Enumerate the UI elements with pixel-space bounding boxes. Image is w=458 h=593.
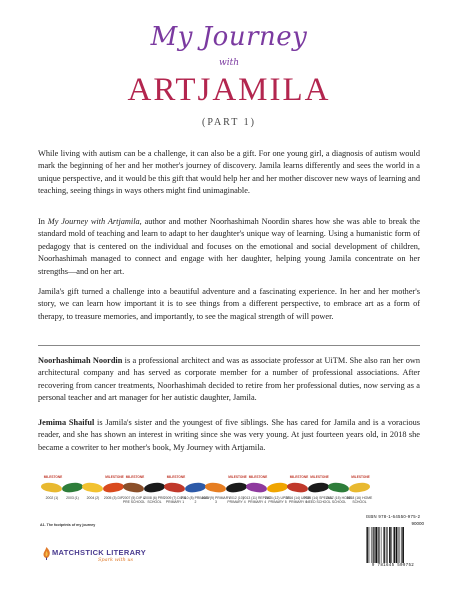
coauthor-bio: Jemima Shaiful is Jamila's sister and the youngest of five siblings. She has cared for Jamila and is a voracious reader, and she has shown an interest in writing since she was very young. At just fourteen years old, in 2018 she became a cowriter to her mother's book, My Journey with Artjamila. (38, 418, 420, 452)
blurb-paragraph-2: In My Journey with Artjamila, author and mother Noorhashimah Noordin shares how she was able to break the standard mold of teaching and learn to adapt to her daughter's unique way of learning. Using a humanistic form of pedagogy that is centered on the individual and focuses on the emotional and social development of children, Noorhashimah managed to connect and engage with her daughter, helping young Jamila concentrate on her strengths—and on her art. (38, 217, 420, 276)
barcode-bar (389, 527, 391, 563)
footprint-icon (184, 482, 206, 494)
footprint-icon (266, 482, 288, 494)
timeline-year: 2007 (5) DIP & PRE SCHOOL (122, 496, 146, 504)
timeline-year: 2017 (15) HOME SCHOOL (326, 496, 352, 504)
barcode-bar (393, 527, 394, 563)
barcode-number: 9 781645 509752 (371, 564, 415, 568)
barcode-bar (391, 527, 392, 563)
barcode-bar (375, 527, 377, 563)
barcode-bar (396, 527, 398, 563)
footprint-icon (40, 482, 62, 494)
barcode-bar (381, 527, 382, 563)
milestone-label: MILESTONE (351, 475, 370, 479)
timeline-year: 2005 (3) DIP (103, 496, 124, 500)
timeline-year: 2014 (12) UPSR PRIMARY 5 (265, 496, 290, 504)
timeline-year: 2003 (1) (66, 496, 79, 500)
footprints-timeline (40, 475, 374, 527)
timeline-year: 2004 (2) (86, 496, 100, 500)
timeline-year: 2011 (9) PRIMARY 3 (201, 496, 231, 504)
footprint-icon (61, 482, 83, 494)
barcode-bar (386, 527, 387, 563)
publisher-logo (40, 542, 200, 570)
barcode-bar (366, 527, 367, 563)
title-line-1: My Journey (150, 22, 308, 52)
timeline-year: 2016 (14) UPSR PRIMARY 6 (285, 496, 311, 504)
footprint-icon (143, 482, 165, 494)
milestone-label: MILESTONE (248, 475, 268, 479)
timeline-year: 2009 (7) DIP & PRIMARY 1 (163, 496, 187, 504)
barcode-bar (384, 527, 385, 563)
timeline-year: 2013 (11) REPEAT PRIMARY 4 (242, 496, 272, 504)
timeline-year: 2008 (6) PRE SCHOOL (144, 496, 165, 504)
milestone-label: MILESTONE (228, 475, 247, 479)
barcode-bar (400, 527, 401, 563)
barcode-bar (402, 527, 404, 563)
barcode-bar (373, 527, 374, 563)
barcode-bar (374, 527, 375, 563)
timeline-year: 2016 (14) SPECIAL NEED SCHOOL (303, 496, 334, 504)
milestone-label: MILESTONE (105, 475, 124, 479)
blurb-paragraph-1: While living with autism can be a challenge, it can also be a gift. For one young girl, a diagnosis of autism would mark the beginning of her and her mother's journey of discovery. Jamila learns differently and sees the world in a unique perspective, and it would be this gift that would help her and her mother discover new ways of learning and teaching, seeing things in ways others might find unimaginable. (38, 149, 420, 196)
footprint-icon (81, 482, 103, 494)
milestone-label: MILESTONE (310, 475, 329, 479)
title-main: ARTJAMILA (127, 72, 331, 108)
milestone-label: MILESTONE (289, 475, 309, 479)
blurb-paragraph-3: Jamila's gift turned a challenge into a beautiful adventure and a fascinating experience. In her and her mother's story, we can learn how important it is to see things from a different perspective, to embrace art as a form of therapy, to treasure memories, and importantly, to see the magical strength of will power. (38, 287, 420, 321)
milestone-label: MILESTONE (166, 475, 186, 479)
publisher-name: MATCHSTICK LITERARY (52, 548, 147, 557)
timeline-year: 2010 (8) PRIMARY 2 (181, 496, 210, 504)
timeline-caption: A1. The footprints of my journey (40, 523, 96, 527)
footprint-icon (327, 482, 349, 494)
barcode-bar (383, 527, 384, 563)
footprint-icon (204, 482, 226, 494)
timeline-year: 2002 (1) (45, 496, 59, 500)
footprint-icon (348, 482, 370, 494)
author-name: Noorhashimah Noordin (38, 356, 123, 365)
author-bio: Noorhashimah Noordin is a professional architect and was as associate professor at UiTM. She also ran her own architectural company and has served as corporate member for a number of professional associations. After recovering from cancer treatments, Noorhashimah decided to retire from her professional duties, now serving as a personal teacher and art manager for her autistic daughter, Jamila. (38, 356, 420, 403)
title-part: (PART 1) (201, 117, 257, 128)
barcode-bar (387, 527, 388, 563)
milestone-label: MILESTONE (125, 475, 145, 479)
barcode-bar (394, 527, 395, 563)
barcode-bar (367, 527, 368, 563)
footprint-icon (307, 482, 329, 494)
match-flame-icon (42, 547, 51, 560)
timeline-year: 2012 (10) PRIMARY 4 (227, 496, 246, 504)
barcode-bar (398, 527, 399, 563)
barcode-bar (401, 527, 402, 563)
barcode-bar (369, 527, 370, 563)
isbn-label: ISBN 978-1-64550-975-2 (365, 514, 421, 519)
title-with: with (219, 58, 239, 68)
footprint-icon (245, 482, 267, 494)
timeline-footprint (348, 475, 372, 519)
footprint-icon (286, 482, 308, 494)
footprint-icon (225, 482, 247, 494)
milestone-label: MILESTONE (43, 475, 63, 479)
price-code: 90000 (411, 521, 424, 526)
section-divider (38, 345, 420, 346)
barcode-icon (365, 527, 421, 563)
book-title-italic: My Journey with Artjamila (47, 217, 140, 226)
footprint-icon (122, 482, 144, 494)
barcode-bar (378, 527, 379, 563)
coauthor-name: Jemima Shaiful (38, 418, 95, 427)
footprint-icon (102, 482, 124, 494)
publisher-tagline: Spark with us (98, 557, 134, 563)
timeline-year: 2018 (16) HOME SCHOOL (346, 496, 373, 504)
footprint-icon (163, 482, 185, 494)
barcode-bar (371, 527, 372, 563)
barcode-bar (379, 527, 380, 563)
barcode-block (362, 514, 424, 576)
